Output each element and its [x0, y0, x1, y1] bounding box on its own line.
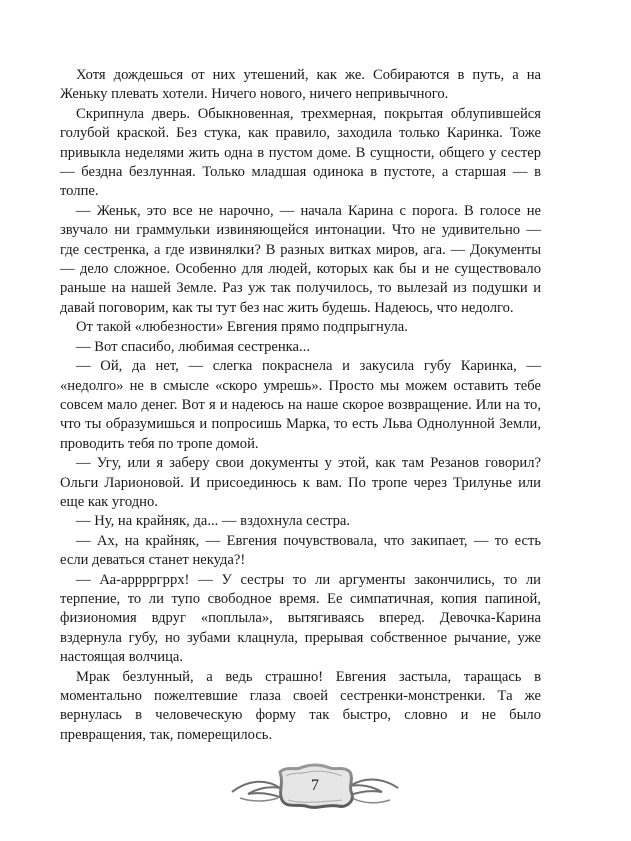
paragraph: — Угу, или я заберу свои документы у этой, как там Резанов говорил? Ольги Ларионовой. И присоединюсь к вам. По тропе через Трилунье или еще как угодно.	[60, 455, 541, 510]
paragraph: Скрипнула дверь. Обыкновенная, трехмерная, покрытая облупившейся голубой краской. Без стука, как правило, заходила только Каринка. Тоже привыкла неделями жить одна в пустом доме. В сущности, общего у сестер — бездна безлунная. Только младшая одинока в пустоте, а старшая — в толпе.	[60, 105, 541, 200]
paragraph: Хотя дождешься от них утешений, как же. Собираются в путь, а на Женьку плевать хотели. Ничего нового, ничего непривычного.	[60, 67, 541, 103]
paragraph: — Женьк, это все не нарочно, — начала Карина с порога. В голосе не звучало ни граммульки извиняющейся интонации. Что не удивительно — где сестренка, а где извинялки? В разных витках миров, ага. — Документы — дело сложное. Особенно для людей, которых как бы и не существовало раньше на нашей Земле. Раз уж так получилось, то вылезай из подушки и давай поговорим, как ты тут без нас жить будешь. Надеюсь, что недолго.	[60, 202, 541, 316]
paragraph: Мрак безлунный, а ведь страшно! Евгения застыла, таращась в моментально пожелтевшие глаза своей сестренки-монстренки. Та же вернулась в человеческую форму так быстро, словно и не было превращения, так, померещилось.	[60, 668, 541, 743]
paragraph: — Ах, на крайняк, — Евгения почувствовала, что закипает, — то есть если деваться станет некуда?!	[60, 532, 541, 569]
paragraph: — Вот спасибо, любимая сестренка...	[76, 338, 310, 355]
paragraph: От такой «любезности» Евгения прямо подпрыгнула.	[76, 319, 408, 336]
paragraph: — Ой, да нет, — слегка покраснела и закусила губу Каринка, — «недолго» не в смысле «скоро умрешь». Просто мы можем оставить тебе совсем мало денег. Вот я и надеюсь на наше скорое возвращение. Или на то, что ты образумишься и попросишь Марка, то есть Льва Однолунной Земли, проводить тебя по тропе домой.	[60, 358, 541, 452]
paragraph: — Ну, на крайняк, да... — вздохнула сестра.	[76, 513, 351, 530]
page-footer-ornament	[230, 758, 400, 816]
page-number: 7	[311, 777, 319, 794]
book-page-text	[60, 66, 541, 745]
paragraph: — Аа-арррргррх! — У сестры то ли аргументы закончились, то ли терпение, то ли тупо свободное время. Ее симпатичная, копия папиной, физиономия вдруг «поплыла», вытягиваясь вперед. Девочка-Карина вздернула губу, но зубами клацнула, прерывая собственное рычание, уже настоящая волчица.	[60, 571, 541, 666]
